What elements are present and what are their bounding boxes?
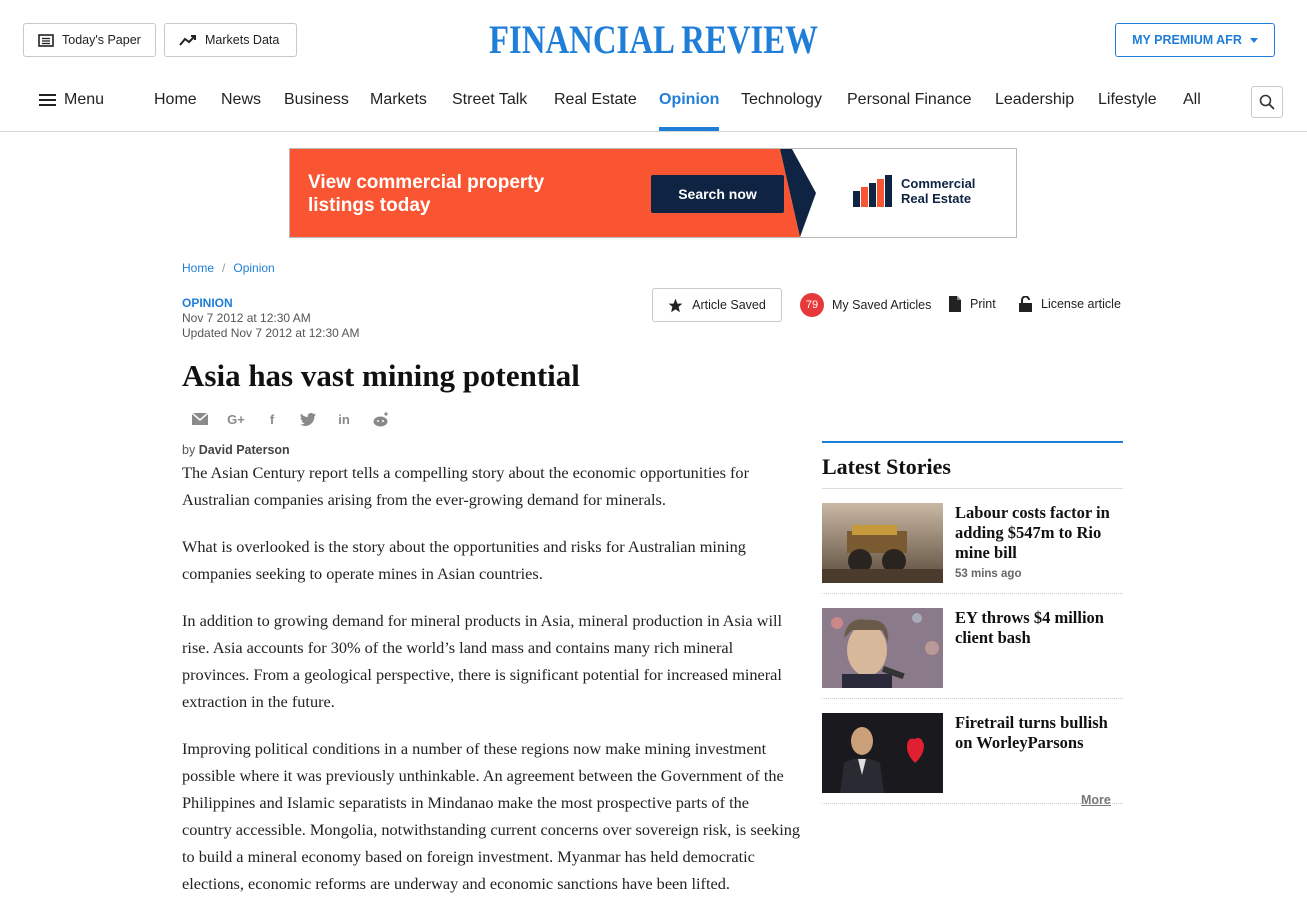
ad-search-now-button[interactable]: Search now	[651, 175, 784, 213]
top-bar	[0, 0, 1307, 80]
article-saved-label: Article Saved	[692, 298, 766, 312]
todays-paper-label: Today's Paper	[62, 33, 141, 47]
license-article-button[interactable]	[1019, 296, 1121, 312]
ad-brand-line1: Commercial	[901, 176, 976, 191]
latest-stories-title: Latest Stories	[822, 443, 1123, 489]
google-plus-share-icon[interactable]: G+	[227, 411, 245, 427]
my-saved-articles-label: My Saved Articles	[832, 298, 932, 312]
menu-label: Menu	[64, 91, 105, 108]
breadcrumb-separator: /	[222, 261, 226, 275]
story-title[interactable]: Labour costs factor in adding $547m to Rio mine bill	[955, 503, 1110, 562]
nav-real-estate[interactable]: Real Estate	[554, 91, 637, 108]
search-button[interactable]	[1251, 86, 1283, 118]
facebook-share-icon[interactable]: f	[269, 411, 275, 427]
article-paragraph: In addition to growing demand for mineral products in Asia, mineral production in Asia will rise. Asia accounts for 30% of the world’s land mass and contains many rich mineral provinces. From a geological perspective, there is significant potential for increased mineral extraction in the future.	[182, 611, 783, 711]
breadcrumb-opinion[interactable]: Opinion	[233, 261, 275, 275]
markets-data-label: Markets Data	[205, 33, 280, 47]
author-name[interactable]: David Paterson	[198, 443, 290, 457]
nav-business[interactable]: Business	[284, 91, 349, 108]
nav-lifestyle[interactable]: Lifestyle	[1098, 91, 1157, 108]
nav-news[interactable]: News	[221, 91, 262, 108]
print-button[interactable]	[949, 296, 996, 312]
nav-leadership[interactable]: Leadership	[995, 91, 1075, 108]
story-title[interactable]: Firetrail turns bullish on WorleyParsons	[955, 713, 1108, 752]
ad-brand	[853, 175, 975, 207]
nav-technology[interactable]: Technology	[741, 91, 822, 108]
reddit-share-icon[interactable]	[371, 410, 389, 428]
nav-home[interactable]: Home	[154, 91, 197, 108]
more-link[interactable]: More	[1081, 793, 1111, 807]
article-date: Nov 7 2012 at 12:30 AM	[182, 311, 311, 325]
story-item[interactable]	[822, 489, 1123, 594]
speaker-thumbnail	[822, 713, 943, 793]
my-saved-articles-link[interactable]	[800, 293, 931, 317]
nav-all[interactable]: All	[1183, 91, 1201, 108]
story-title[interactable]: EY throws $4 million client bash	[955, 608, 1104, 647]
email-share-icon[interactable]	[191, 410, 209, 428]
site-logo[interactable]: FINANCIAL REVIEW	[489, 17, 818, 62]
print-label: Print	[970, 297, 996, 311]
my-premium-button[interactable]	[1115, 23, 1275, 57]
article-paragraph: What is overlooked is the story about the opportunities and risks for Australian mining companies seeking to operate mines in Asian countries.	[182, 537, 746, 583]
article-saved-button[interactable]	[652, 288, 782, 322]
latest-stories-sidebar	[822, 441, 1123, 804]
nav-street-talk[interactable]: Street Talk	[452, 91, 528, 108]
article-body	[182, 459, 802, 917]
document-icon	[949, 296, 961, 312]
byline-prefix: by	[182, 443, 196, 457]
byline	[182, 443, 290, 457]
nav-opinion[interactable]: Opinion	[659, 90, 719, 131]
hamburger-icon	[39, 93, 56, 107]
share-bar	[191, 410, 389, 428]
linkedin-share-icon[interactable]: in	[338, 411, 350, 427]
article-paragraph: The Asian Century report tells a compelling story about the economic opportunities for Australian companies arising from the ever-growing demand for minerals.	[182, 463, 749, 509]
article-section[interactable]: OPINION	[182, 296, 233, 310]
my-premium-label: MY PREMIUM AFR	[1132, 33, 1242, 47]
breadcrumb	[182, 261, 275, 275]
singer-thumbnail	[822, 608, 943, 688]
mining-truck-thumbnail	[822, 503, 943, 583]
main-nav	[0, 80, 1307, 132]
article-headline: Asia has vast mining potential	[182, 358, 580, 393]
nav-markets[interactable]: Markets	[370, 91, 427, 108]
nav-personal-finance[interactable]: Personal Finance	[847, 91, 972, 108]
story-item[interactable]	[822, 594, 1123, 699]
article-updated-date: Updated Nov 7 2012 at 12:30 AM	[182, 326, 360, 340]
story-item[interactable]	[822, 699, 1123, 804]
story-time: 53 mins ago	[955, 568, 1022, 580]
ad-brand-line2: Real Estate	[901, 191, 972, 206]
saved-count-badge: 79	[800, 293, 824, 317]
newspaper-icon	[38, 34, 54, 47]
twitter-share-icon[interactable]	[299, 410, 317, 428]
breadcrumb-home[interactable]: Home	[182, 261, 215, 275]
menu-button[interactable]	[39, 90, 104, 110]
article-paragraph: Improving political conditions in a number of these regions now make mining investment possible where it was previously unthinkable. An agreement between the Government of the Philippines and Islamic separatists in Mindanao make the most prospective parts of the country accessible. Mongolia, notwithstanding current concerns over sovereign risk, is seeking to build a mineral economy based on foreign investment. Myanmar has held democratic elections, economic reforms are underway and economic sanctions have been lifted.	[182, 739, 801, 893]
search-icon	[1259, 94, 1275, 110]
star-icon	[668, 298, 683, 313]
ad-headline: View commercial property listings today	[308, 172, 545, 216]
unlock-icon	[1019, 296, 1032, 312]
ad-banner[interactable]	[289, 148, 1017, 238]
caret-down-icon	[1250, 38, 1258, 43]
commercial-real-estate-logo-icon	[853, 175, 893, 207]
license-article-label: License article	[1041, 297, 1121, 311]
